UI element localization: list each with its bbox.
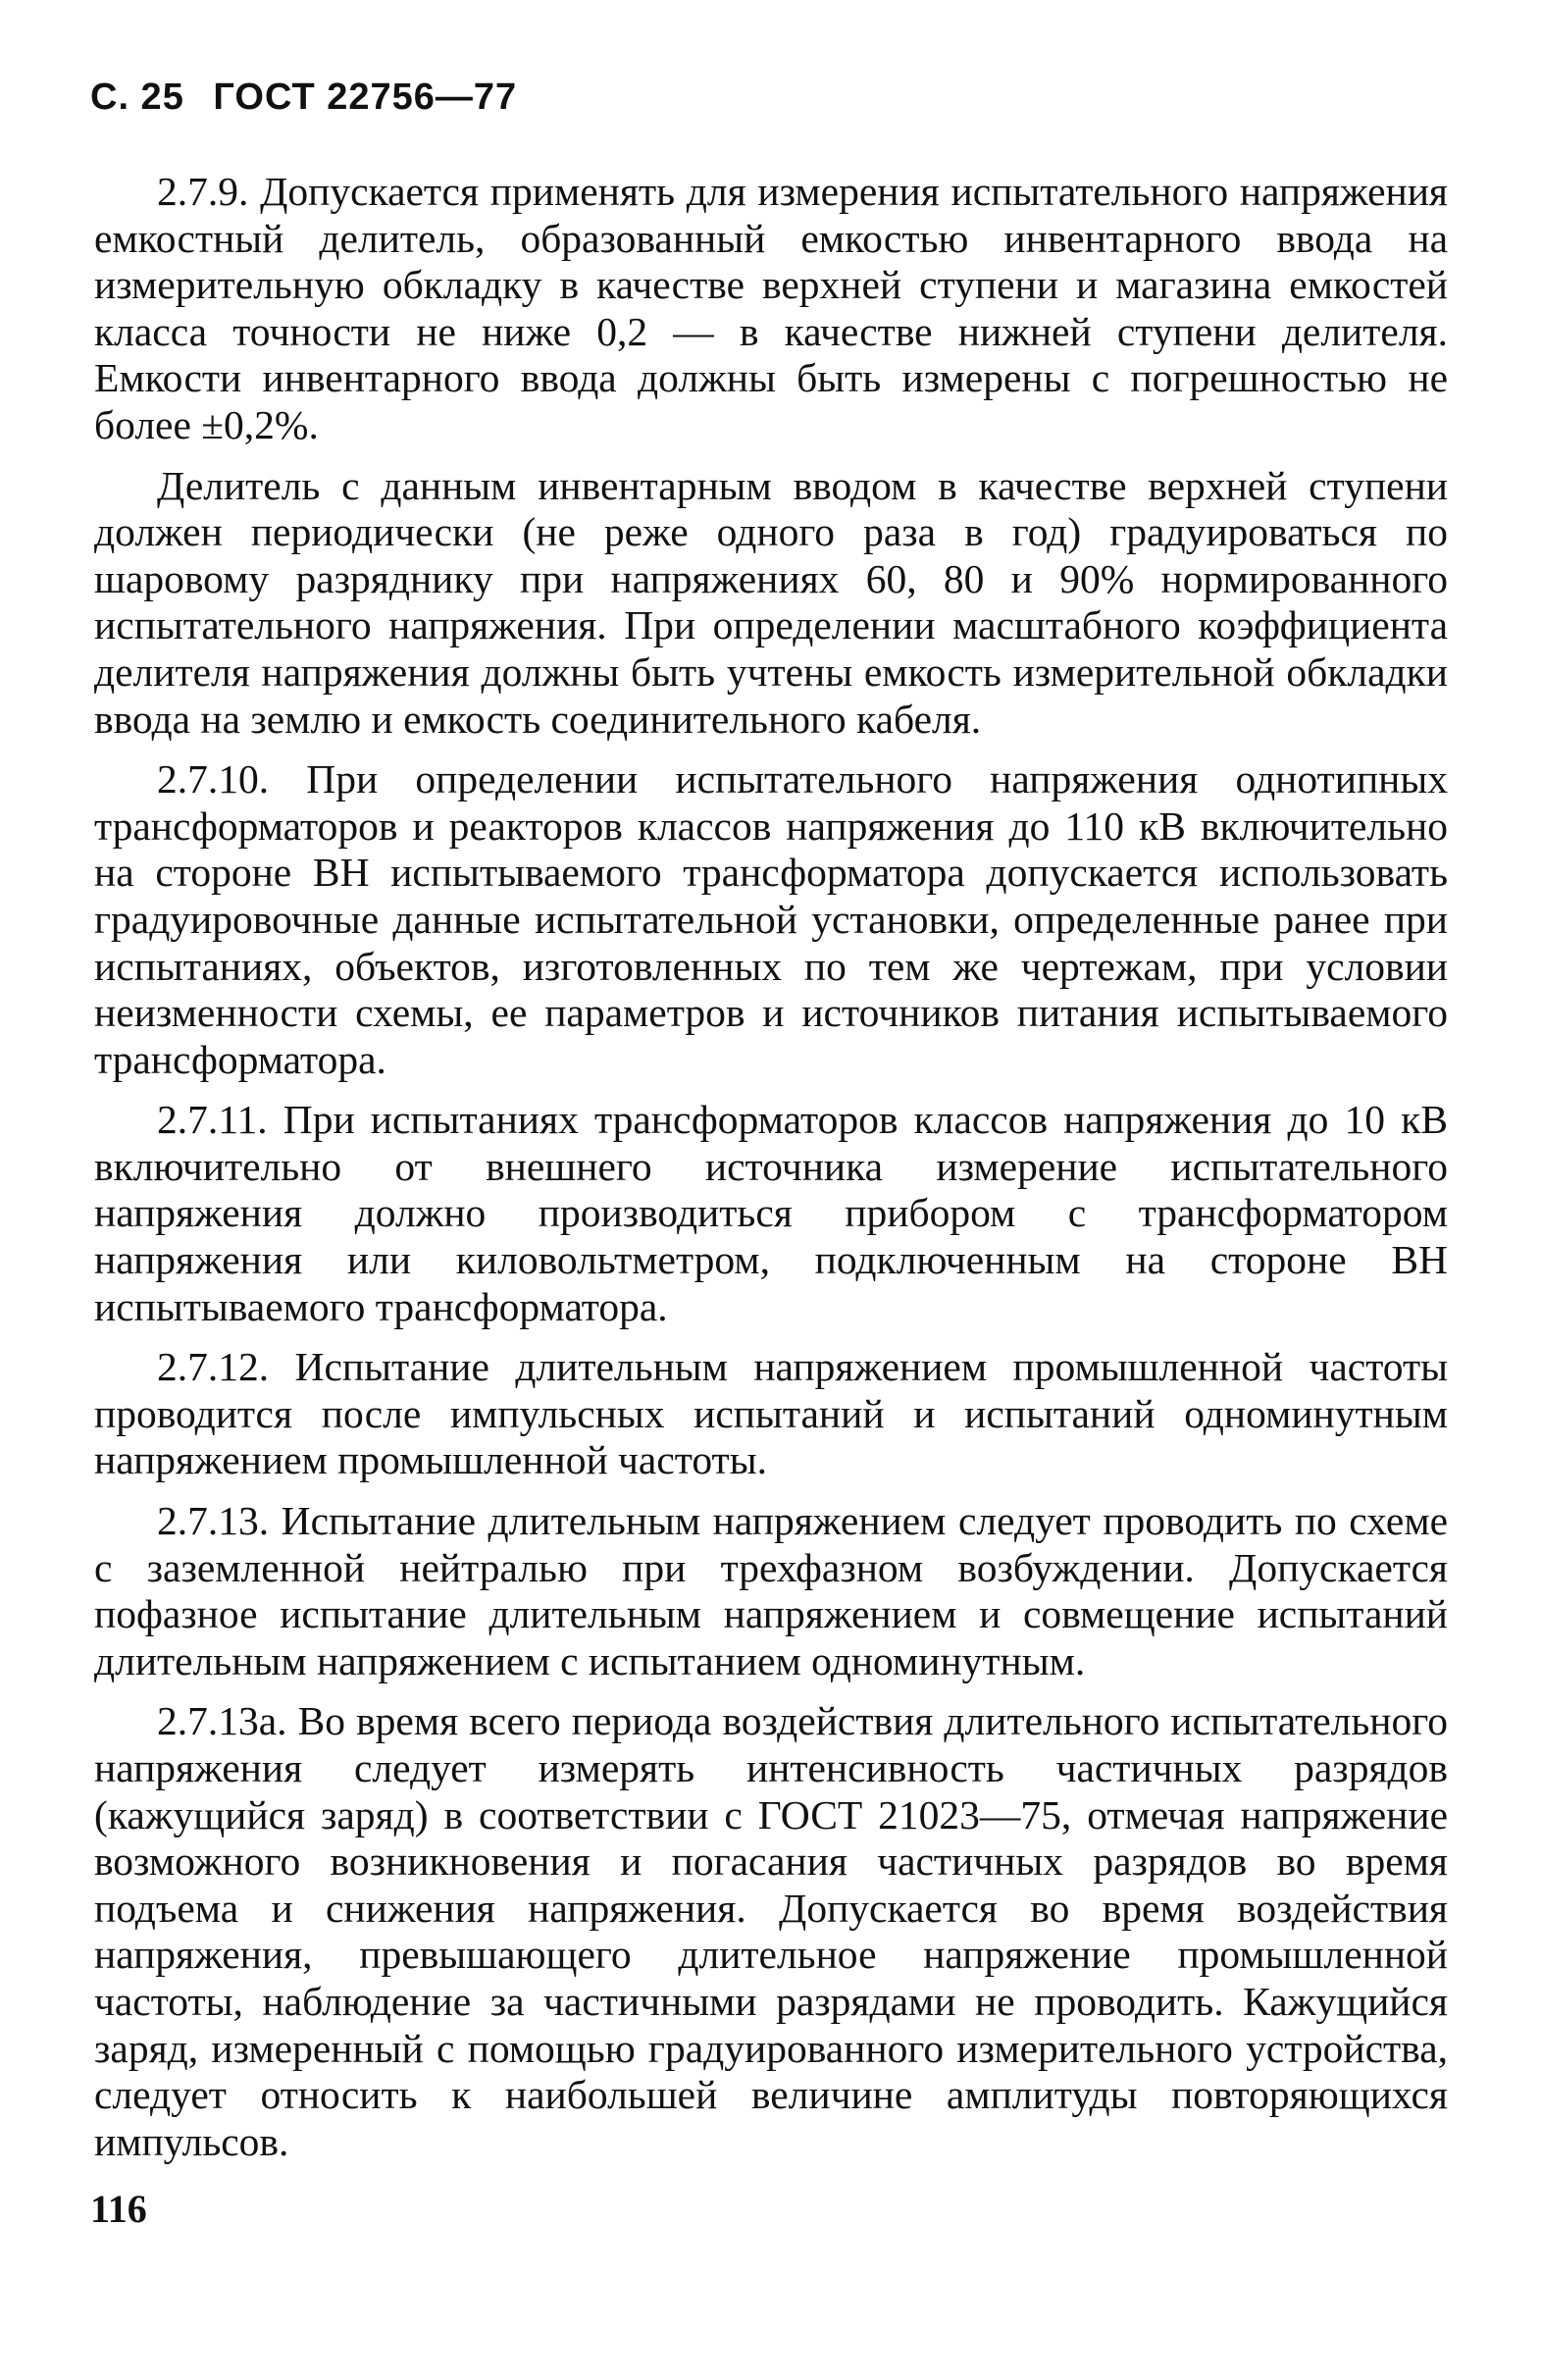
paragraph-2-7-13a: 2.7.13а. Во время всего периода воздействия длительного испытательного напряжения следует измерять интенсивность частичных разрядов (кажущийся заряд) в соответствии с ГОСТ 21023—75, отмечая напряжение возможного возникновения и погасания частичных разрядов во время подъема и снижения напряжения. Допускается во время воздействия напряжения, превышающего длительное напряжение промышленной частоты, наблюдение за частичными разрядами не проводить. Кажущийся заряд, измеренный с помощью градуированного измерительного устройства, следует относить к наибольшей величине амплитуды повторяющихся импульсов. [94,1698,1448,2164]
paragraph-2-7-10: 2.7.10. При определении испытательного напряжения однотипных трансформаторов и реакторов классов напряжения до 110 кВ включительно на стороне ВН испытываемого трансформатора допускается использовать градуировочные данные испытательной установки, определенные ранее при испытаниях, объектов, изготовленных по тем же чертежам, при условии неизменности схемы, ее параметров и источников питания испытываемого трансформатора. [94,756,1448,1082]
paragraph-divider-calibration: Делитель с данным инвентарным вводом в качестве верхней ступени должен периодически (не реже одного раза в год) градуироваться по шаровому разряднику при напряжениях 60, 80 и 90% нормированного испытательного напряжения. При определении масштабного коэффициента делителя напряжения должны быть учтены емкость измерительной обкладки ввода на землю и емкость соединительного кабеля. [94,462,1448,742]
paragraph-2-7-13: 2.7.13. Испытание длительным напряжением следует проводить по схеме с заземленной нейтралью при трехфазном возбуждении. Допускается пофазное испытание длительным напряжением и совмещение испытаний длительным напряжением с испытанием одноминутным. [94,1498,1448,1683]
page-header [90,77,535,119]
page-label: С. 25 [90,77,184,118]
page-number: 116 [90,2187,147,2231]
standard-designation: ГОСТ 22756—77 [213,77,518,118]
paragraph-2-7-12: 2.7.12. Испытание длительным напряжением промышленной частоты проводится после импульсных испытаний и испытаний одноминутным напряжением промышленной частоты. [94,1344,1448,1483]
paragraph-2-7-11: 2.7.11. При испытаниях трансформаторов классов напряжения до 10 кВ включительно от внешнего источника измерение испытательного напряжения должно производиться прибором с трансформатором напряжения или киловольтметром, подключенным на стороне ВН испытываемого трансформатора. [94,1097,1448,1329]
paragraph-2-7-9: 2.7.9. Допускается применять для измерения испытательного напряжения емкостный делитель, образованный емкостью инвентарного ввода на измерительную обкладку в качестве верхней ступени и магазина емкостей класса точности не ниже 0,2 — в качестве нижней ступени делителя. Емкости инвентарного ввода должны быть измерены с погрешностью не более ±0,2%. [94,169,1448,447]
body-text [94,169,1448,2179]
